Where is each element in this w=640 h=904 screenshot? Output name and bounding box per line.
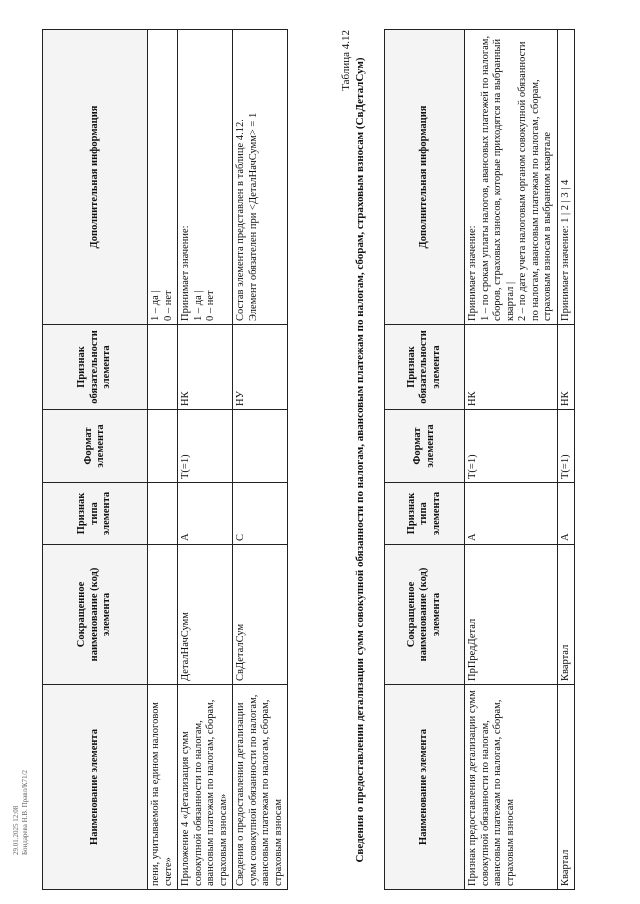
header-info: Дополнительная информация xyxy=(385,30,465,325)
header-required: Признак обязательности элемента xyxy=(43,325,148,410)
document-stamp xyxy=(12,770,30,855)
cell-info: Принимает значение: 1 – по срокам уплаты налогов, авансовых платежей по налогам, сборов, страховых взносов, которые приходятся на выбранный квартал | 2 – по дате учета налоговым органом совокупной обязанности по налогам, авансовым платежам по налогам, сборам, страховым взносам в выбранном квартале xyxy=(465,30,558,325)
cell-format: Т(=1) xyxy=(178,410,233,483)
cell-code: ДеталНачСумм xyxy=(178,545,233,685)
cell-required xyxy=(148,325,178,410)
cell-info: 1 – да | 0 – нет xyxy=(148,30,178,325)
cell-code: ПрПредДетал xyxy=(465,545,558,685)
table-row xyxy=(557,30,575,890)
table-caption: Таблица 4.12 xyxy=(340,30,352,91)
header-format: Формат элемента xyxy=(43,410,148,483)
cell-code: СвДеталСум xyxy=(233,545,288,685)
elements-table-continued xyxy=(42,29,288,890)
cell-name: Признак предоставления детализации сумм совокупной обязанности по налогам, авансовым платежам по налогам, сборам, страховым взносам xyxy=(465,685,558,890)
cell-type: С xyxy=(233,483,288,545)
cell-type: А xyxy=(465,483,558,545)
table-row xyxy=(465,30,558,890)
table-title: Сведения о предоставлении детализации сумм совокупной обязанности по налогам, авансовым платежам по налогам, сборам, страховым взносам (СвДеталСум) xyxy=(354,57,366,863)
cell-type: А xyxy=(557,483,575,545)
cell-required: НК xyxy=(178,325,233,410)
header-name: Наименование элемента xyxy=(385,685,465,890)
header-required: Признак обязательности элемента xyxy=(385,325,465,410)
table-row xyxy=(148,30,178,890)
cell-required: НУ xyxy=(233,325,288,410)
table-row xyxy=(233,30,288,890)
cell-type xyxy=(148,483,178,545)
cell-format: Т(=1) xyxy=(557,410,575,483)
header-format: Формат элемента xyxy=(385,410,465,483)
elements-table-4-12 xyxy=(384,29,575,890)
cell-format xyxy=(233,410,288,483)
cell-name: пени, учитываемой на едином налоговом счете» xyxy=(148,685,178,890)
cell-info: Принимает значение: 1 | 2 | 3 | 4 xyxy=(557,30,575,325)
cell-type: А xyxy=(178,483,233,545)
cell-code: Квартал xyxy=(557,545,575,685)
header-type: Признак типа элемента xyxy=(385,483,465,545)
cell-info: Состав элемента представлен в таблице 4.12. Элемент обязателен при <ДеталНачСумм> = 1 xyxy=(233,30,288,325)
stamp-date: 29.01.2025 12:08 xyxy=(12,805,20,855)
cell-code xyxy=(148,545,178,685)
cell-format: Т(=1) xyxy=(465,410,558,483)
cell-format xyxy=(148,410,178,483)
header-type: Признак типа элемента xyxy=(43,483,148,545)
header-name: Наименование элемента xyxy=(43,685,148,890)
header-code: Сокращенное наименование (код) элемента xyxy=(385,545,465,685)
cell-required: НК xyxy=(557,325,575,410)
table-row xyxy=(178,30,233,890)
cell-name: Сведения о предоставлении детализации сумм совокупной обязанности по налогам, авансовым платежам по налогам, сборам, страховым взносам xyxy=(233,685,288,890)
header-info: Дополнительная информация xyxy=(43,30,148,325)
cell-info: Принимает значение: 1 – да | 0 – нет xyxy=(178,30,233,325)
header-code: Сокращенное наименование (код) элемента xyxy=(43,545,148,685)
cell-required: НК xyxy=(465,325,558,410)
cell-name: Приложение 4 «Детализация сумм совокупной обязанности по налогам, авансовым платежам по налогам, сборам, страховым взносам» xyxy=(178,685,233,890)
stamp-author: Бондарева Н.В. Правл/К71/2 xyxy=(21,769,29,855)
cell-name: Квартал xyxy=(557,685,575,890)
